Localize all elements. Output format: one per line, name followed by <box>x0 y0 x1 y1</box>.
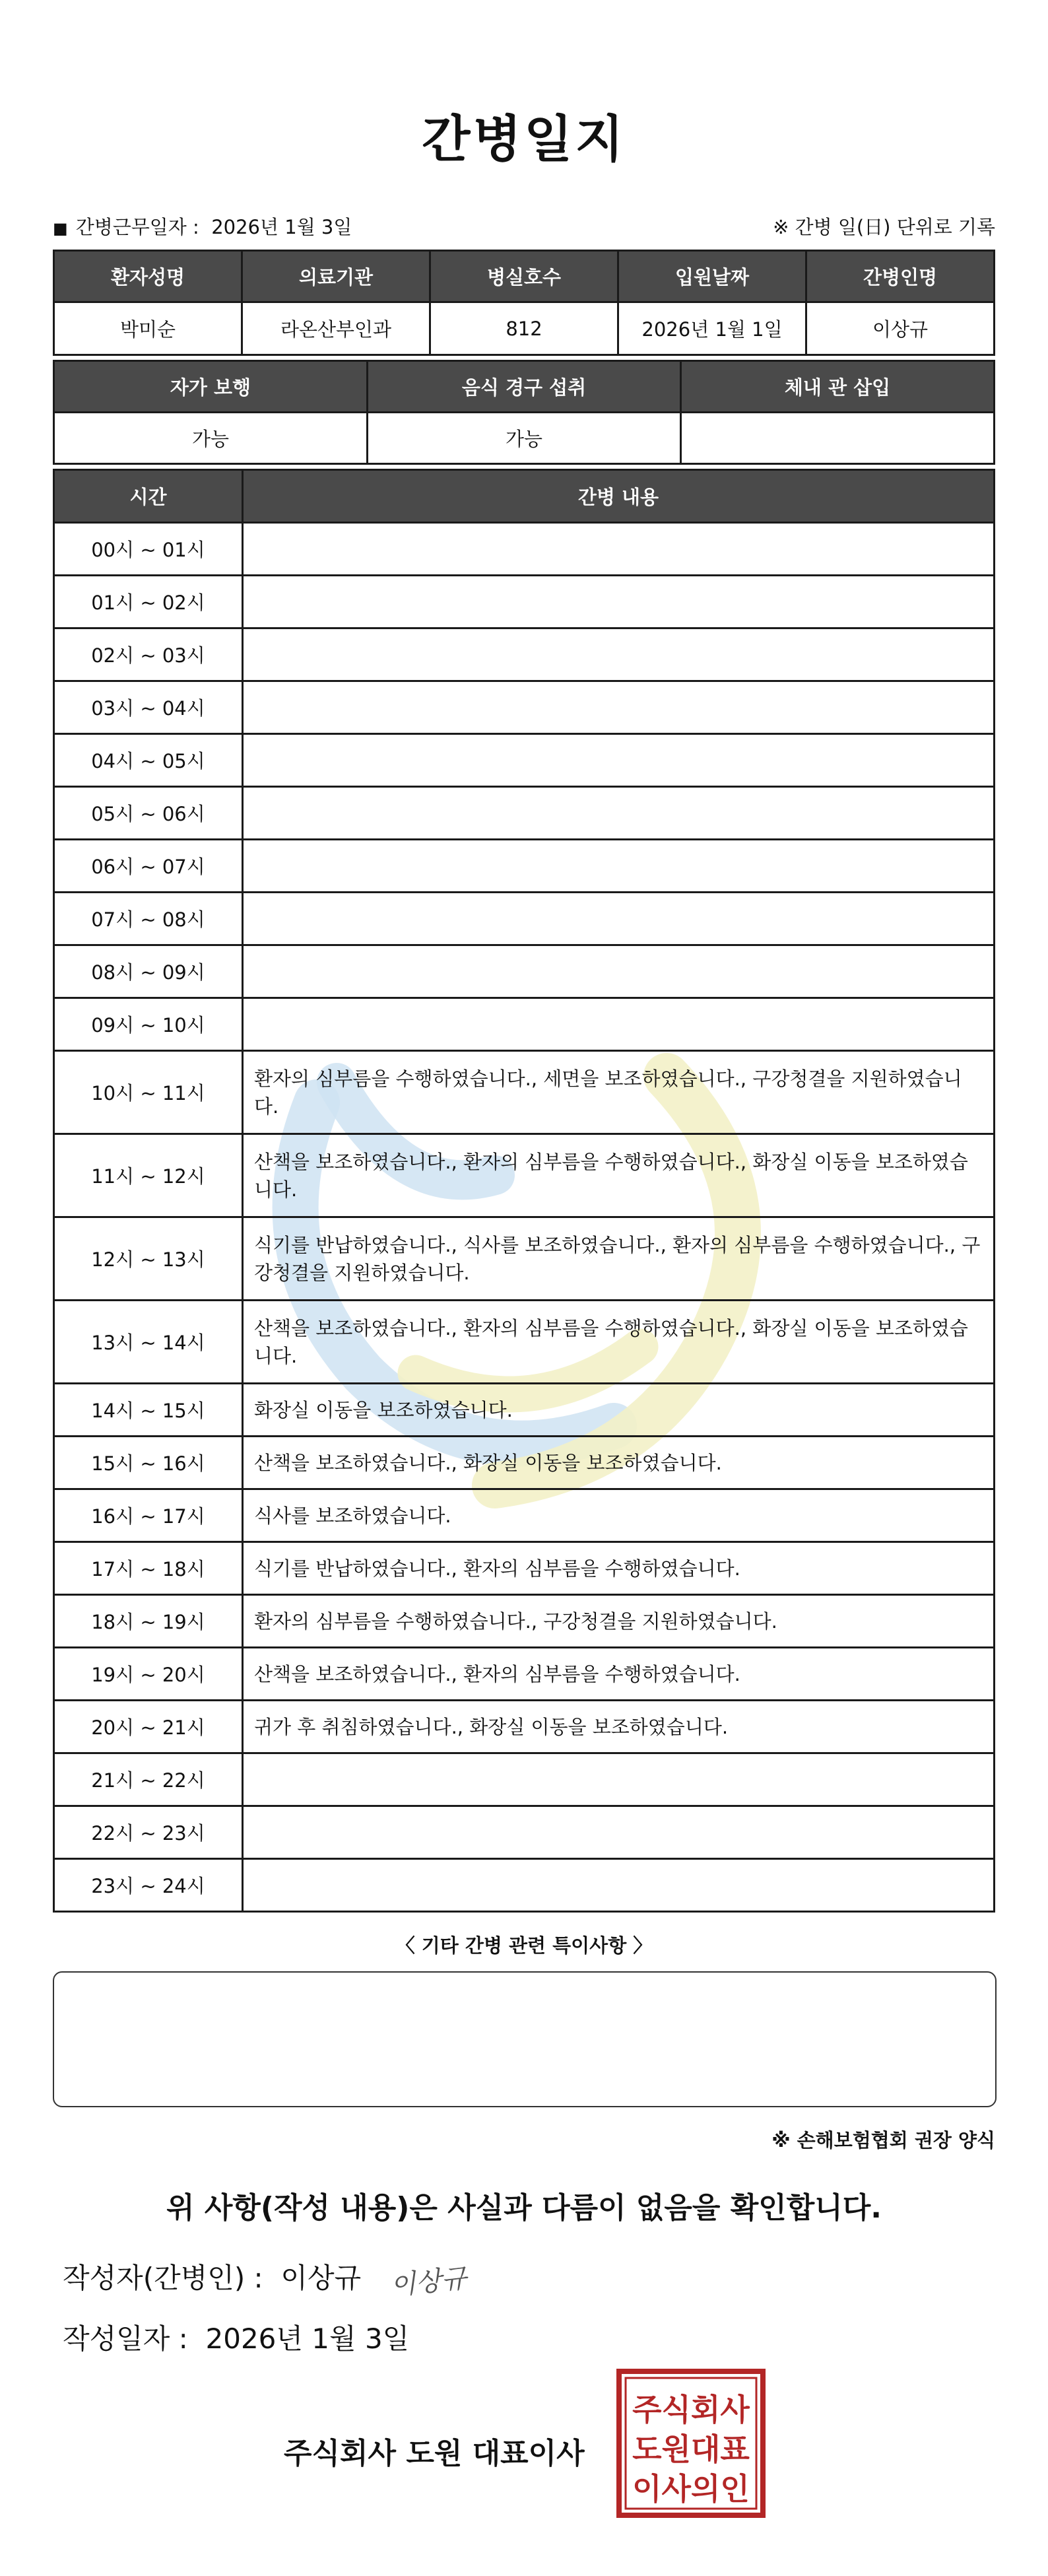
table-row <box>54 576 995 628</box>
content-cell <box>243 998 995 1051</box>
date-value: 2026년 1월 3일 <box>205 2322 410 2355</box>
table-row <box>54 1051 995 1134</box>
time-cell: 19시 ~ 20시 <box>54 1648 243 1701</box>
time-cell: 11시 ~ 12시 <box>54 1134 243 1217</box>
date-label: 작성일자 : <box>63 2322 188 2355</box>
content-cell <box>243 628 995 681</box>
writer-line <box>63 2256 466 2299</box>
content-cell: 산책을 보조하였습니다., 환자의 심부름을 수행하였습니다., 화장실 이동을 보조하였습니다. <box>243 1301 995 1384</box>
content-cell <box>243 840 995 893</box>
time-cell: 01시 ~ 02시 <box>54 576 243 628</box>
time-cell: 09시 ~ 10시 <box>54 998 243 1051</box>
time-cell: 18시 ~ 19시 <box>54 1595 243 1648</box>
recommend-note: ※ 손해보험협회 권장 양식 <box>771 2129 995 2152</box>
content-cell: 식기를 반납하였습니다., 환자의 심부름을 수행하였습니다. <box>243 1542 995 1595</box>
content-cell: 산책을 보조하였습니다., 환자의 심부름을 수행하였습니다. <box>243 1648 995 1701</box>
time-cell: 23시 ~ 24시 <box>54 1859 243 1912</box>
table-row <box>54 1301 995 1384</box>
time-cell: 21시 ~ 22시 <box>54 1753 243 1806</box>
time-cell: 06시 ~ 07시 <box>54 840 243 893</box>
time-cell: 07시 ~ 08시 <box>54 893 243 945</box>
seal-line-3: 이사의인 <box>632 2471 750 2507</box>
handwritten-signature: 이상규 <box>388 2263 468 2301</box>
header-patient-name: 환자성명 <box>54 251 242 302</box>
work-date-label: 간병근무일자 : <box>75 216 199 238</box>
content-cell <box>243 945 995 998</box>
caregiver-name: 이상규 <box>806 302 995 355</box>
content-cell: 귀가 후 취침하였습니다., 화장실 이동을 보조하였습니다. <box>243 1701 995 1753</box>
header-hospital: 의료기관 <box>242 251 430 302</box>
time-cell: 14시 ~ 15시 <box>54 1384 243 1437</box>
header-tube-insertion: 체내 관 삽입 <box>681 361 995 413</box>
header-admission-date: 입원날짜 <box>618 251 806 302</box>
time-cell: 13시 ~ 14시 <box>54 1301 243 1384</box>
time-cell: 03시 ~ 04시 <box>54 681 243 734</box>
table-row <box>54 787 995 840</box>
table-row <box>54 1437 995 1489</box>
content-cell: 환자의 심부름을 수행하였습니다., 구강청결을 지원하였습니다. <box>243 1595 995 1648</box>
table-row <box>54 1753 995 1806</box>
table-row <box>54 1648 995 1701</box>
self-walking-value: 가능 <box>54 413 368 464</box>
time-cell: 10시 ~ 11시 <box>54 1051 243 1134</box>
table-row <box>54 628 995 681</box>
remarks-box[interactable] <box>53 1971 997 2107</box>
time-cell: 15시 ~ 16시 <box>54 1437 243 1489</box>
seal-line-2: 도원대표 <box>632 2431 750 2467</box>
table-row <box>54 945 995 998</box>
time-cell: 17시 ~ 18시 <box>54 1542 243 1595</box>
header-time: 시간 <box>54 470 243 523</box>
time-cell: 02시 ~ 03시 <box>54 628 243 681</box>
header-self-walking: 자가 보행 <box>54 361 368 413</box>
unit-note: ※ 간병 일(日) 단위로 기록 <box>773 216 995 238</box>
table-row <box>54 1384 995 1437</box>
patient-name: 박미순 <box>54 302 242 355</box>
patient-info-table <box>53 250 995 356</box>
table-row <box>54 1217 995 1301</box>
table-row <box>54 681 995 734</box>
writer-name: 이상규 <box>280 2262 362 2294</box>
confirm-statement: 위 사항(작성 내용)은 사실과 다름이 없음을 확인합니다. <box>166 2191 882 2225</box>
content-cell <box>243 523 995 576</box>
patient-status-table <box>53 360 995 465</box>
content-cell: 산책을 보조하였습니다., 환자의 심부름을 수행하였습니다., 화장실 이동을 보조하였습니다. <box>243 1134 995 1217</box>
work-date <box>53 213 352 240</box>
header-room: 병실호수 <box>430 251 618 302</box>
square-bullet-icon: ■ <box>53 219 68 238</box>
page-title: 간병일지 <box>422 110 626 168</box>
table-row <box>54 1134 995 1217</box>
content-cell <box>243 1806 995 1859</box>
content-cell <box>243 1859 995 1912</box>
header-caregiver: 간병인명 <box>806 251 995 302</box>
table-row <box>54 1859 995 1912</box>
table-row <box>54 1542 995 1595</box>
seal-line-1: 주식회사 <box>632 2392 750 2427</box>
company-seal <box>615 2367 767 2519</box>
time-cell: 22시 ~ 23시 <box>54 1806 243 1859</box>
table-row <box>54 734 995 787</box>
hospital: 라온산부인과 <box>242 302 430 355</box>
care-log-table <box>53 469 995 1913</box>
content-cell: 산책을 보조하였습니다., 화장실 이동을 보조하였습니다. <box>243 1437 995 1489</box>
table-row <box>54 998 995 1051</box>
content-cell <box>243 576 995 628</box>
writer-label: 작성자(간병인) : <box>63 2262 263 2294</box>
time-cell: 08시 ~ 09시 <box>54 945 243 998</box>
company-name: 주식회사 도원 대표이사 <box>284 2437 585 2470</box>
oral-intake-value: 가능 <box>368 413 681 464</box>
table-row <box>54 1595 995 1648</box>
time-cell: 20시 ~ 21시 <box>54 1701 243 1753</box>
table-row <box>54 1701 995 1753</box>
table-row <box>54 1806 995 1859</box>
content-cell: 식기를 반납하였습니다., 식사를 보조하였습니다., 환자의 심부름을 수행하였습니다., 구강청결을 지원하였습니다. <box>243 1217 995 1301</box>
time-cell: 16시 ~ 17시 <box>54 1489 243 1542</box>
table-row <box>54 523 995 576</box>
tube-insertion-value <box>681 413 995 464</box>
admission-date: 2026년 1월 1일 <box>618 302 806 355</box>
date-line <box>63 2317 409 2357</box>
time-cell: 05시 ~ 06시 <box>54 787 243 840</box>
content-cell: 화장실 이동을 보조하였습니다. <box>243 1384 995 1437</box>
time-cell: 12시 ~ 13시 <box>54 1217 243 1301</box>
work-date-value: 2026년 1월 3일 <box>211 216 352 238</box>
content-cell <box>243 734 995 787</box>
content-cell <box>243 681 995 734</box>
content-cell: 식사를 보조하였습니다. <box>243 1489 995 1542</box>
content-cell <box>243 787 995 840</box>
content-cell <box>243 893 995 945</box>
time-cell: 04시 ~ 05시 <box>54 734 243 787</box>
table-row <box>54 893 995 945</box>
content-cell: 환자의 심부름을 수행하였습니다., 세면을 보조하였습니다., 구강청결을 지원하였습니다. <box>243 1051 995 1134</box>
remarks-title: 〈 기타 간병 관련 특이사항 〉 <box>395 1934 653 1957</box>
header-oral-intake: 음식 경구 섭취 <box>368 361 681 413</box>
content-cell <box>243 1753 995 1806</box>
header-care-content: 간병 내용 <box>243 470 995 523</box>
time-cell: 00시 ~ 01시 <box>54 523 243 576</box>
table-row <box>54 1489 995 1542</box>
room-number: 812 <box>430 302 618 355</box>
table-row <box>54 840 995 893</box>
